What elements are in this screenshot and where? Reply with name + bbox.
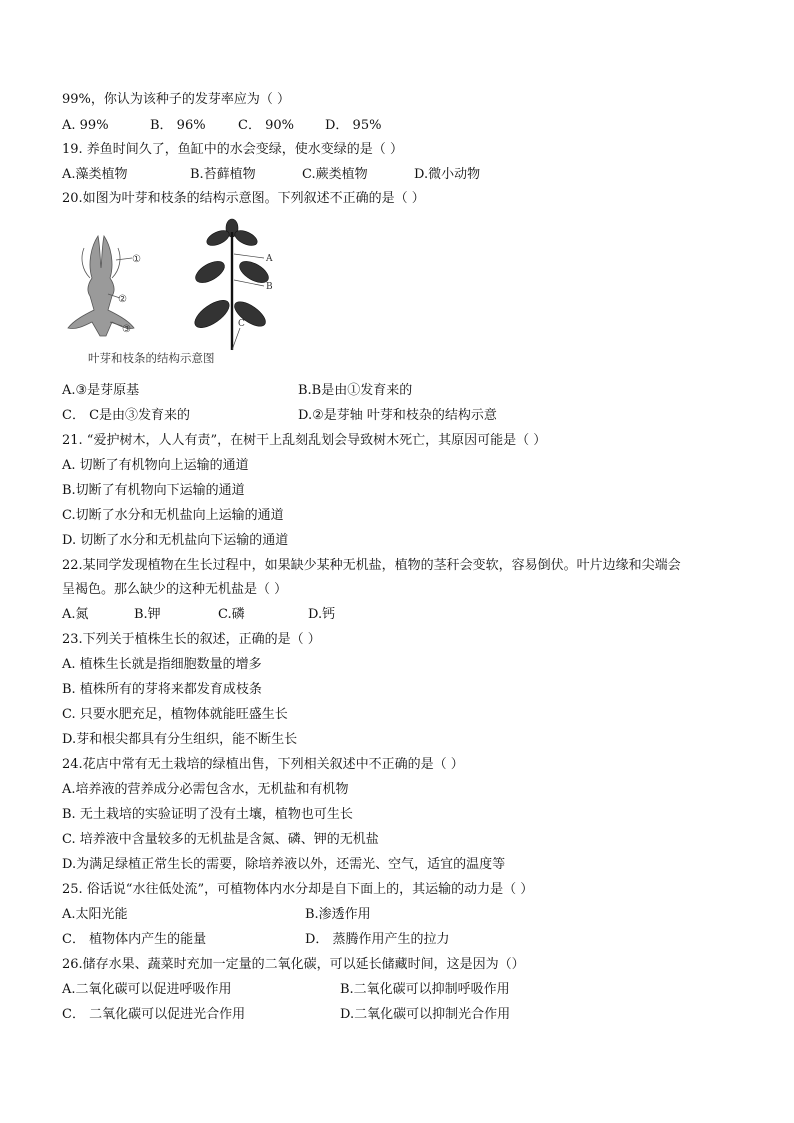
- label-2: ②: [118, 294, 127, 305]
- q18-option-c: C． 90%: [238, 118, 294, 133]
- q19-stem: 19. 养鱼时间久了，鱼缸中的水会变绿，使水变绿的是（ ）: [62, 142, 403, 157]
- q21-option-c: C.切断了水分和无机盐向上运输的通道: [62, 508, 284, 523]
- q24-option-d: D.为满足绿植正常生长的需要，除培养液以外，还需光、空气，适宜的温度等: [62, 857, 506, 872]
- q26-option-a: A.二氧化碳可以促进呼吸作用: [62, 982, 232, 997]
- q20-option-a: A.③是芽原基: [62, 383, 140, 398]
- q23-option-a: A. 植株生长就是指细胞数量的增多: [62, 657, 262, 672]
- q22-option-d: D.钙: [308, 607, 336, 622]
- q25-option-c: C． 植物体内产生的能量: [62, 932, 207, 947]
- q26-stem: 26.储存水果、蔬菜时充加一定量的二氧化碳，可以延长储藏时间，这是因为（）: [62, 957, 525, 972]
- q18-tail: 99%，你认为该种子的发芽率应为（ ）: [62, 92, 291, 107]
- q25-option-d: D． 蒸腾作用产生的拉力: [305, 932, 450, 947]
- q18-option-d: D． 95%: [325, 118, 382, 133]
- q25-stem: 25. 俗话说“水往低处流”，可植物体内水分却是自下面上的，其运输的动力是（ ）: [62, 882, 534, 897]
- q23-stem: 23.下列关于植株生长的叙述，正确的是（ ）: [62, 632, 321, 647]
- q19-option-c: C.蕨类植物: [302, 167, 368, 182]
- q21-option-a: A. 切断了有机物向上运输的通道: [62, 458, 249, 473]
- q18-option-b: B． 96%: [150, 118, 206, 133]
- label-c: C: [238, 319, 245, 329]
- q21-option-d: D. 切断了水分和无机盐向下运输的通道: [62, 533, 289, 548]
- q23-option-d: D.芽和根尖都具有分生组织，能不断生长: [62, 732, 298, 747]
- q20-option-b: B.B是由①发育来的: [298, 383, 413, 398]
- q26-option-c: C． 二氧化碳可以促进光合作用: [62, 1007, 246, 1022]
- q24-option-a: A.培养液的营养成分必需包含水，无机盐和有机物: [62, 782, 349, 797]
- figure-caption: 叶芽和枝条的结构示意图: [88, 351, 215, 365]
- q22-option-c: C.磷: [218, 607, 245, 622]
- q26-option-b: B.二氧化碳可以抑制呼吸作用: [340, 982, 510, 997]
- q19-option-d: D.微小动物: [414, 167, 481, 182]
- q23-option-c: C. 只要水肥充足，植物体就能旺盛生长: [62, 707, 288, 722]
- q25-option-b: B.渗透作用: [305, 907, 371, 922]
- q24-stem: 24.花店中常有无土栽培的绿植出售，下列相关叙述中不正确的是（ ）: [62, 757, 464, 772]
- q19-option-b: B.苔藓植物: [190, 167, 256, 182]
- q22-option-a: A.氮: [62, 607, 89, 622]
- label-a: A: [266, 254, 273, 264]
- q22-option-b: B.钾: [134, 607, 161, 622]
- q24-option-c: C. 培养液中含量较多的无机盐是含氮、磷、钾的无机盐: [62, 832, 379, 847]
- q25-option-a: A.太阳光能: [62, 907, 128, 922]
- q21-stem: 21. “爱护树木，人人有责”，在树干上乱刻乱划会导致树木死亡，其原因可能是（ ）: [62, 433, 547, 448]
- label-1: ①: [132, 254, 141, 265]
- q26-option-d: D.二氧化碳可以抑制光合作用: [340, 1007, 511, 1022]
- q20-option-d: D.②是芽轴 叶芽和枝杂的结构示意: [298, 408, 497, 423]
- q18-option-a: A. 99%: [62, 118, 109, 133]
- label-3: ③: [122, 324, 131, 335]
- q24-option-b: B. 无土栽培的实验证明了没有土壤，植物也可生长: [62, 807, 353, 822]
- q20-option-c: C． C是由③发育来的: [62, 408, 191, 423]
- q19-option-a: A.藻类植物: [62, 167, 128, 182]
- label-b: B: [266, 282, 273, 292]
- q21-option-b: B.切断了有机物向下运输的通道: [62, 483, 245, 498]
- q22-stem-1: 22.某同学发现植物在生长过程中，如果缺少某种无机盐，植物的茎秆会变软，容易倒伏。叶片边缘和尖端会: [62, 558, 681, 573]
- q22-stem-2: 呈褐色。那么缺少的这种无机盐是（ ）: [62, 582, 288, 597]
- q20-stem: 20.如图为叶芽和枝条的结构示意图。下列叙述不正确的是（ ）: [62, 191, 425, 206]
- q23-option-b: B. 植株所有的芽将来都发育成枝条: [62, 682, 262, 697]
